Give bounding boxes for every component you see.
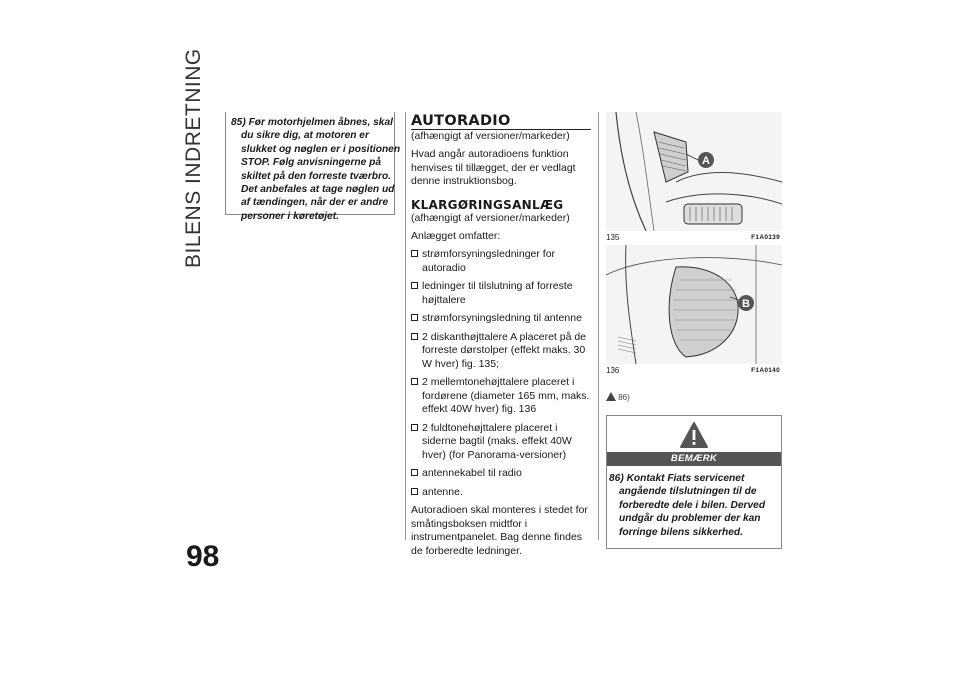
list-item xyxy=(411,467,591,481)
checkbox-bullet-icon xyxy=(411,469,418,476)
list-item xyxy=(411,422,591,463)
reference-86-text: 86) xyxy=(618,393,630,402)
list-item xyxy=(411,376,591,417)
figure-135-image xyxy=(606,112,782,231)
warning-85-box xyxy=(225,112,401,222)
figure-136-number: 136 xyxy=(606,366,620,375)
note-86-number: 86) xyxy=(609,473,624,484)
figure-135-code: F1A0139 xyxy=(751,234,780,241)
figure-135-number: 135 xyxy=(606,233,620,242)
checkbox-bullet-icon xyxy=(411,488,418,495)
list-item-text: antenne. xyxy=(422,485,463,498)
note-title-bar: BEMÆRK xyxy=(607,452,781,466)
side-section-title xyxy=(180,48,222,268)
figure-136-label: B xyxy=(742,298,750,310)
list-item xyxy=(411,248,591,275)
list-item-text: strømforsyningsledninger for autoradio xyxy=(422,248,556,274)
warning-85-number: 85) xyxy=(231,117,246,128)
page-number: 98 xyxy=(186,540,220,573)
checkbox-bullet-icon xyxy=(411,333,418,340)
warning-triangle-icon xyxy=(679,421,709,449)
list-item-text: 2 fuldtonehøjttalere placeret i siderne bagtil (maks. effekt 40W hver) (for Panorama-versioner) xyxy=(422,421,572,461)
list-item-text: strømforsyningsledning til antenne xyxy=(422,312,582,324)
list-item-text: antennekabel til radio xyxy=(422,467,522,479)
figure-136-code: F1A0140 xyxy=(751,367,780,374)
figure-135-drawing xyxy=(606,112,782,231)
klargoring-heading: KLARGØRINGSANLÆG xyxy=(411,197,564,212)
column-divider-2 xyxy=(598,112,599,540)
autoradio-heading: AUTORADIO xyxy=(411,113,591,130)
list-item xyxy=(411,312,591,326)
klargoring-lead: Anlægget omfatter: xyxy=(411,229,501,242)
autoradio-intro: Hvad angår autoradioens funktion henvises til tillægget, der er vedlagt denne instruktionsbog. xyxy=(411,148,576,187)
warning-85-text xyxy=(231,116,403,223)
column-divider-1 xyxy=(405,112,406,540)
figure-136-image xyxy=(606,245,782,364)
figure-136-drawing xyxy=(606,245,782,364)
klargoring-subheading: (afhængigt af versioner/markeder) xyxy=(411,211,570,224)
autoradio-subheading: (afhængigt af versioner/markeder) xyxy=(411,130,570,142)
reference-86 xyxy=(606,392,630,402)
warning-triangle-icon xyxy=(606,392,616,401)
checkbox-bullet-icon xyxy=(411,314,418,321)
note-86-box xyxy=(606,415,782,549)
list-item-text: 2 mellemtonehøjttalere placeret i fordørene (diameter 165 mm, maks. effekt 40W hver) fig. 136 xyxy=(422,376,590,415)
checkbox-bullet-icon xyxy=(411,282,418,289)
list-item xyxy=(411,280,591,307)
checkbox-bullet-icon xyxy=(411,424,418,431)
list-item xyxy=(411,486,591,500)
figure-135-label: A xyxy=(702,155,710,167)
autoradio-column xyxy=(411,113,591,558)
note-86-body: Kontakt Fiats servicenet angående tilslutningen til de forberedte dele i bilen. Derved undgår du problemer der kan forringe bilens sikkerhed. xyxy=(619,473,766,538)
section-title-text: BILENS INDRETNING xyxy=(182,48,205,268)
note-86-text xyxy=(609,472,787,539)
warning-85-body: Før motorhjelmen åbnes, skal du sikre dig, at motoren er slukket og nøglen er i positionen STOP. Følg anvisningerne på skiltet på den forreste tværbro. Det anbefales at tage nøglen ud af tændingen, når der er andre personer i køretøjet. xyxy=(241,117,401,222)
list-item-text: 2 diskanthøjttalere A placeret på de forreste dørstolper (effekt maks. 30 W hver) fig. 135; xyxy=(422,330,587,370)
list-item xyxy=(411,331,591,372)
klargoring-closing: Autoradioen skal monteres i stedet for småtingsboksen midtfor i instrumentpanelet. Bag denne findes de forberedte ledninger. xyxy=(411,504,588,557)
checkbox-bullet-icon xyxy=(411,250,418,257)
list-item-text: ledninger til tilslutning af forreste højttalere xyxy=(422,280,573,306)
checkbox-bullet-icon xyxy=(411,378,418,385)
